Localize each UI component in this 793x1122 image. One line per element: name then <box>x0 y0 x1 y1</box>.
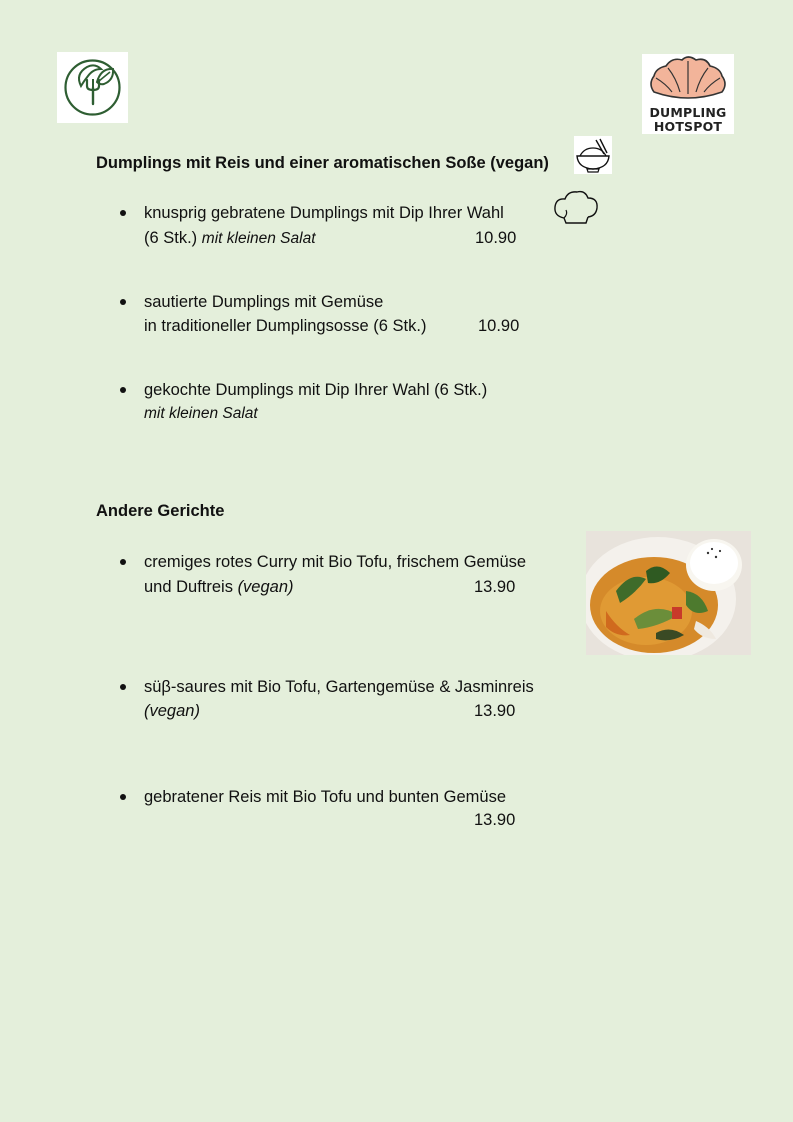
item-price: 10.90 <box>475 229 517 247</box>
item-price: 13.90 <box>474 702 516 720</box>
item-name: süβ-saures mit Bio Tofu, Gartengemüse & Jasminreis <box>144 678 534 696</box>
brand-line-2: HOTSPOT <box>653 119 723 134</box>
vegan-tag: (vegan) <box>237 578 294 596</box>
chef-hat-icon <box>552 188 600 226</box>
item-detail <box>144 227 316 250</box>
curry-dish-photo <box>586 531 751 655</box>
dumpling-hotspot-logo <box>642 54 734 134</box>
item-name: sautierte Dumplings mit Gemüse <box>144 293 384 311</box>
item-name: gebratener Reis mit Bio Tofu und bunten Gemüse <box>144 788 506 806</box>
vegan-tag: (vegan) <box>144 702 200 720</box>
item-side: mit kleinen Salat <box>201 230 316 247</box>
item-price: 13.90 <box>474 578 516 596</box>
item-price: 13.90 <box>474 811 516 829</box>
item-name: knusprig gebratene Dumplings mit Dip Ihrer Wahl <box>144 204 504 222</box>
bullet <box>120 387 126 393</box>
item-name: cremiges rotes Curry mit Bio Tofu, frischem Gemüse <box>144 553 527 571</box>
section-title-dumplings: Dumplings mit Reis und einer aromatischen Soße (vegan) <box>96 154 549 172</box>
leaf-fork-icon <box>57 52 128 123</box>
item-portion: (6 Stk.) <box>144 229 198 247</box>
section-title-andere-gerichte: Andere Gerichte <box>96 502 225 520</box>
item-side: mit kleinen Salat <box>144 405 258 422</box>
rice-bowl-icon <box>574 136 612 174</box>
bullet <box>120 794 126 800</box>
bullet <box>120 559 126 565</box>
item-side-dish: und Duftreis <box>144 578 233 596</box>
vegan-logo <box>57 52 128 123</box>
item-detail <box>144 576 294 598</box>
bullet <box>120 684 126 690</box>
item-name: gekochte Dumplings mit Dip Ihrer Wahl (6 Stk.) <box>144 381 488 399</box>
brand-line-1: DUMPLING <box>649 105 727 120</box>
bullet <box>120 210 126 216</box>
bullet <box>120 299 126 305</box>
dumpling-icon <box>646 54 730 104</box>
item-price: 10.90 <box>478 317 520 335</box>
item-detail: in traditioneller Dumplingsosse (6 Stk.) <box>144 317 427 335</box>
